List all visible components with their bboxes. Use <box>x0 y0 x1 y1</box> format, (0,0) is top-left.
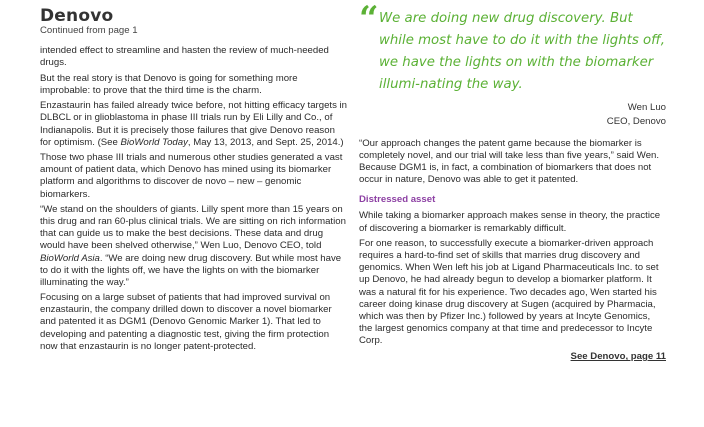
left-column <box>40 7 348 356</box>
quote-mark-icon: “ <box>359 0 379 39</box>
paragraph: “We stand on the shoulders of giants. Lilly spent more than 15 years on this drug and ran 60-plus clinical trials. We are sitting on rich information that can guide us to make the best decisions. These data and drug would have been shelved otherwise,” Wen Luo, Denovo CEO, told BioWorld Asia. “We are doing new drug discovery. But while most have to do it with the lights off, we have the lights on with the biomarker illuminating the way.” <box>40 204 346 288</box>
continued-link[interactable]: See Denovo, page 11 <box>570 351 666 362</box>
paragraph: intended effect to streamline and hasten the review of much-needed drugs. <box>40 45 329 69</box>
paragraph: Enzastaurin has failed already twice before, not hitting efficacy targets in DLBCL or in glioblastoma in phase III trials run by Eli Lilly and Co., of Indianapolis. But it is precisely those failures that give Denovo reason for optimism. (See BioWorld Today, May 13, 2013, and Sept. 25, 2014.) <box>40 100 347 148</box>
paragraph: Focusing on a large subset of patients that had improved survival on enzastaurin, the company drilled down to discover a novel biomarker and patented it as DGM1 (Denovo Genomic Marker 1). That led to developing and patenting a diagnostic test, giving the firm protection now that enzastaurin is no longer patent-protected. <box>40 292 332 352</box>
article-title: Denovo <box>40 6 114 26</box>
paragraph: While taking a biomarker approach makes sense in theory, the practice of discovering a biomarker is remarkably difficult. <box>359 210 661 234</box>
paragraph: “Our approach changes the patent game because the biomarker is completely novel, and our trial will take less than five years,” said Wen. Because DGM1 is, in fact, a combination of biomarkers that does not occur in nature, Denovo was able to get it patented. <box>359 138 660 186</box>
pull-quote-text: We are doing new drug discovery. But while most have to do it with the lights off, we have the lights on with the biomarker illumi-nating the way. <box>379 11 665 92</box>
publication-name: BioWorld Asia <box>40 252 100 264</box>
paragraph: But the real story is that Denovo is going for something more improbable: to prove that the third time is the charm. <box>40 72 298 96</box>
section-subhead: Distressed asset <box>359 194 436 206</box>
paragraph: For one reason, to successfully execute a biomarker-driven approach requires a hard-to-find set of skills that marries drug discovery and genomics. When Wen left his job at Ligand Pharmaceuticals Inc. to set up Denovo, he had already begun to develop a biomarker platform. It was a natural fit for his experience. Two decades ago, Wen started his career doing kinase drug discovery at Sugen (acquired by Pharmacia, which was then by Pfizer Inc.) followed by years at Incyte Genomics, the largest genomics company at that time and predecessor to Incyte Corp. <box>359 238 659 346</box>
pull-quote <box>359 0 666 96</box>
publication-name: BioWorld Today <box>120 136 188 148</box>
continued-note: Continued from page 1 <box>40 25 138 36</box>
quote-attribution <box>359 101 666 128</box>
attribution-role: CEO, Denovo <box>606 115 666 127</box>
right-column <box>359 0 666 363</box>
paragraph: Those two phase III trials and numerous other studies generated a vast amount of patient data, which Denovo has mined using its biomarker platform and algorithms to discover de novo – new – genomic biomarkers. <box>40 152 343 200</box>
attribution-name: Wen Luo <box>627 102 666 113</box>
